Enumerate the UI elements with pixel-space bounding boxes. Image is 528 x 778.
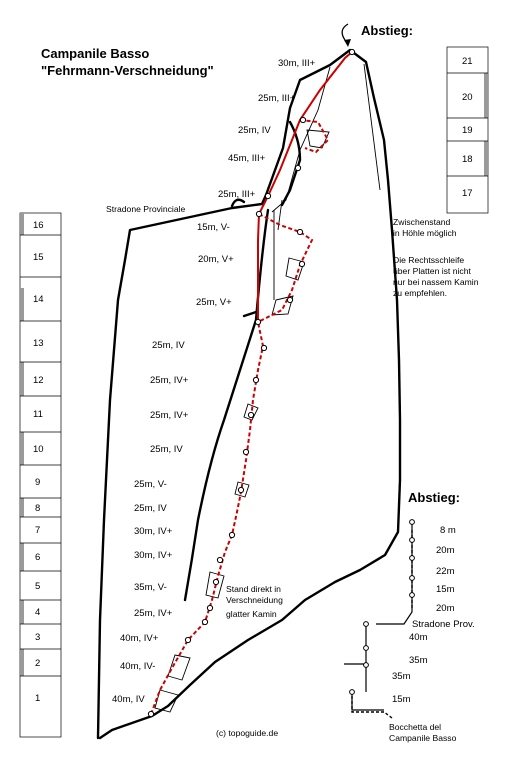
descent-step: 35m [409,655,428,666]
scale-label: 7 [35,525,41,536]
pitch-label: 25m, V- [134,479,167,490]
pitch-label: 25m, V+ [196,297,232,308]
descent-labels [389,525,475,743]
descent-arrow-top [342,24,348,40]
rechtsschleife-note: nur bei nassem Kamin [393,277,479,287]
descent-step: 15m [392,694,411,705]
pitch-label: 35m, V- [134,582,167,593]
pitch-label: 25m, IV [150,444,183,455]
scale-label: 8 [35,503,41,514]
scale-label: 12 [33,375,44,386]
pitch-label: 25m, IV+ [150,375,189,386]
stand-note: Stand direkt in [226,584,281,594]
descent-step: 20m [436,603,455,614]
descent-step: 20m [436,545,455,556]
zwischenstand-note: Zwischenstand [393,217,451,227]
scale-label: 3 [35,632,41,643]
descent-step: 15m [436,584,455,595]
scale-label: 19 [462,125,473,136]
arrow-head [344,39,351,47]
descent-stations [350,520,415,695]
descent-step: 8 m [440,525,456,536]
scale-label: 16 [33,220,44,231]
title-line-2: "Fehrmann-Verschneidung" [41,63,214,78]
stand-note: Verschneidung [226,595,283,605]
descent-step: 22m [436,566,455,577]
pitch-label: 25m, IV [238,125,271,136]
pitch-label: 30m, IV+ [134,526,173,537]
descent-end: Bocchetta del [389,722,442,732]
title-line-1: Campanile Basso [41,46,150,61]
copyright: (c) topoguide.de [216,728,279,738]
scale-label: 9 [35,477,41,488]
glatter-kamin-note: glatter Kamin [226,609,277,619]
pitch-label: 25m, III+ [218,189,256,200]
pitch-label: 25m, IV+ [134,608,173,619]
abstieg-right-label: Abstieg: [408,490,460,505]
left-scale-labels [33,220,44,704]
pitch-label: 15m, V- [197,222,230,233]
scale-label: 2 [35,658,41,669]
scale-label: 14 [33,294,44,305]
pitch-label: 30m, III+ [278,58,316,69]
descent-end: Campanile Basso [389,733,457,743]
scale-label: 10 [33,444,44,455]
scale-label: 6 [35,552,41,563]
right-scale-labels [462,56,473,199]
pitch-label: 40m, IV [112,694,145,705]
descent-step: Stradone Prov. [412,619,475,630]
scale-label: 1 [35,693,41,704]
scale-label: 20 [462,92,473,103]
scale-label: 11 [33,409,43,420]
scale-label: 4 [35,607,41,618]
scale-label: 21 [462,56,473,67]
pitch-label: 25m, III+ [258,93,296,104]
scale-label: 15 [33,252,44,263]
abstieg-top-label: Abstieg: [361,23,413,38]
rechtsschleife-note: Die Rechtsschleife [393,255,465,265]
pitch-label: 25m, IV+ [150,410,189,421]
pitch-label: 45m, III+ [228,153,266,164]
rechtsschleife-note: zu empfehlen. [393,288,447,298]
pitch-label: 25m, IV [134,503,167,514]
zwischenstand-note: in Höhle möglich [393,228,457,238]
pitch-label: 40m, IV+ [120,633,159,644]
scale-label: 18 [462,154,473,165]
pitch-label: 30m, IV+ [134,550,173,561]
scale-label: 13 [33,338,44,349]
scale-label: 17 [462,188,473,199]
pitch-label: 20m, V+ [198,254,234,265]
descent-step: 40m [409,632,428,643]
pitch-label: 40m, IV- [120,661,156,672]
scale-label: 5 [35,581,41,592]
left-height-scale [20,213,61,737]
stradone-label: Stradone Provinciale [106,204,186,214]
pitch-label: 25m, IV [152,340,185,351]
rechtsschleife-note: über Platten ist nicht [393,266,471,276]
descent-step: 35m [392,671,411,682]
